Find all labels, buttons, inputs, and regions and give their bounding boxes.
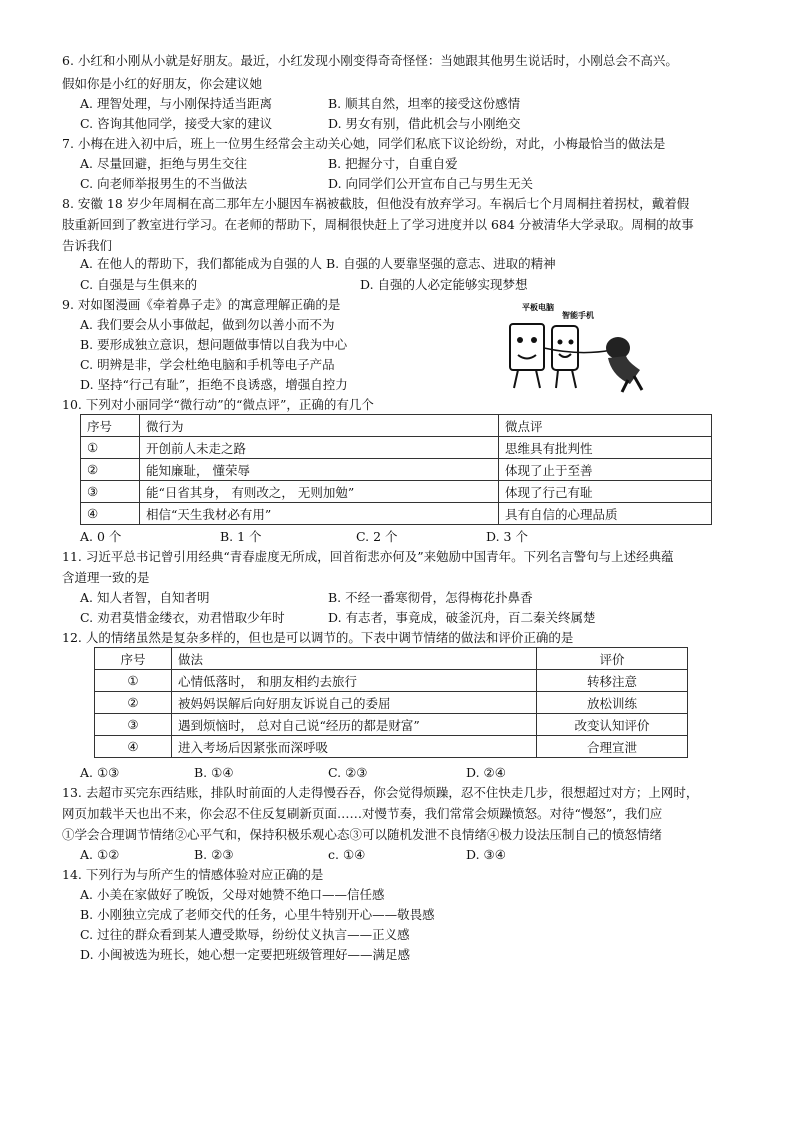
cartoon-label-tablet: 平板电脑 (522, 303, 554, 312)
table-cell: 转移注意 (537, 670, 688, 692)
table-row (81, 437, 712, 459)
q12-option-d: D. ②④ (466, 765, 506, 780)
q7-option-c: C. 向老师举报男生的不当做法 (80, 176, 248, 191)
q11-option-c: C. 劝君莫惜金缕衣，劝君惜取少年时 (80, 610, 285, 625)
table-cell: 合理宣泄 (537, 736, 688, 758)
table-cell: ② (81, 459, 140, 481)
table-cell: 被妈妈误解后向好朋友诉说自己的委屈 (172, 692, 537, 714)
q13-option-c: c. ①④ (328, 847, 366, 862)
q7-option-d: D. 向同学们公开宣布自己与男生无关 (328, 176, 534, 191)
table-header-cell: 序号 (81, 415, 140, 437)
q11-option-b: B. 不经一番寒彻骨，怎得梅花扑鼻香 (328, 590, 533, 605)
q9-option-d: D. 坚持“行己有耻”，拒绝不良诱惑，增强自控力 (80, 377, 348, 392)
table-cell: 具有自信的心理品质 (499, 503, 712, 525)
table-header-cell: 做法 (172, 648, 537, 670)
table-header-row (81, 415, 712, 437)
table-header-row (95, 648, 688, 670)
q10-option-d: D. 3 个 (486, 529, 528, 544)
q6-option-d: D. 男女有别，借此机会与小刚绝交 (328, 116, 521, 131)
table-cell: 体现了行己有耻 (499, 481, 712, 503)
table-header-cell: 微点评 (499, 415, 712, 437)
table-cell: ① (81, 437, 140, 459)
q13-option-a: A. ①② (80, 847, 120, 862)
table-header-cell: 序号 (95, 648, 172, 670)
q9-option-a: A. 我们要会从小事做起，做到勿以善小而不为 (80, 317, 335, 332)
q6-stem-line2: 假如你是小红的好朋友，你会建议她 (62, 76, 263, 91)
q7-stem-line1: 7. 小梅在进入初中后，班上一位男生经常会主动关心她，同学们私底下议论纷纷，对此，小梅最恰当的做法是 (62, 136, 666, 151)
table-cell: 遇到烦恼时， 总对自己说“经历的都是财富” (172, 714, 537, 736)
table-cell: 体现了止于至善 (499, 459, 712, 481)
q7-option-b: B. 把握分寸，自重自爱 (328, 156, 458, 171)
q8-stem-line2: 肢重新回到了教室进行学习。在老师的帮助下，周桐很快赶上了学习进度并以 684 分被清华大学录取。周桐的故事 (62, 217, 694, 232)
q6-stem-line1: 6. 小红和小刚从小就是好朋友。最近，小红发现小刚变得奇奇怪怪：当她跟其他男生说话时，小刚总会不高兴。 (62, 53, 678, 68)
q13-stem-line3: ①学会合理调节情绪②心平气和，保持积极乐观心态③可以随机发泄不良情绪④极力设法压制自己的愤怒情绪 (62, 827, 663, 842)
q7-option-a: A. 尽量回避，拒绝与男生交往 (80, 156, 247, 171)
q6-option-a: A. 理智处理，与小刚保持适当距离 (80, 96, 272, 111)
table-cell: 改变认知评价 (537, 714, 688, 736)
table-header-cell: 评价 (537, 648, 688, 670)
q9-option-c: C. 明辨是非，学会杜绝电脑和手机等电子产品 (80, 357, 335, 372)
q6-option-b: B. 顺其自然，坦率的接受这份感情 (328, 96, 521, 111)
table-cell: ① (95, 670, 172, 692)
q9-stem-line1: 9. 对如图漫画《牵着鼻子走》的寓意理解正确的是 (62, 297, 341, 312)
table-row (81, 459, 712, 481)
q14-stem-line1: 14. 下列行为与所产生的情感体验对应正确的是 (62, 867, 324, 882)
q12-option-b: B. ①④ (194, 765, 234, 780)
table-cell: 能知廉耻， 懂荣辱 (140, 459, 499, 481)
q8-option-d: D. 自强的人必定能够实现梦想 (360, 277, 528, 292)
q11-option-d: D. 有志者，事竟成，破釜沉舟，百二秦关终属楚 (328, 610, 596, 625)
q11-stem-line1: 11. 习近平总书记曾引用经典“青春虚度无所成，回首衔悲亦何及”来勉励中国青年。下列名言警句与上述经典蕴 (62, 549, 674, 564)
table-row (95, 714, 688, 736)
q8-options-ab: A. 在他人的帮助下，我们都能成为自强的人 B. 自强的人要靠坚强的意志、进取的精神 (80, 256, 556, 271)
q12-option-c: C. ②③ (328, 765, 368, 780)
table-cell: 思维具有批判性 (499, 437, 712, 459)
phone-character (552, 326, 578, 370)
q13-option-d: D. ③④ (466, 847, 506, 862)
q10-option-c: C. 2 个 (356, 529, 398, 544)
q13-stem-line1: 13. 去超市买完东西结账，排队时前面的人走得慢吞吞，你会觉得烦躁，忍不住快走几步，很想超过对方；上网时， (62, 785, 699, 800)
q10-table (80, 414, 712, 525)
table-row (81, 481, 712, 503)
q10-option-a: A. 0 个 (80, 529, 122, 544)
table-cell: ④ (81, 503, 140, 525)
q13-stem-line2: 网页加载半天也出不来，你会忍不住反复刷新页面……对慢节奏，我们常常会烦躁愤怒。对待“慢怒”，我们应 (62, 806, 663, 821)
table-cell: ④ (95, 736, 172, 758)
table-cell: ② (95, 692, 172, 714)
person-character (606, 337, 630, 359)
q12-option-a: A. ①③ (80, 765, 120, 780)
q10-option-b: B. 1 个 (220, 529, 262, 544)
q13-option-b: B. ②③ (194, 847, 234, 862)
q8-stem-line1: 8. 安徽 18 岁少年周桐在高二那年左小腿因车祸被截肢，但他没有放弃学习。车祸后七个月周桐拄着拐杖，戴着假 (62, 196, 690, 211)
q12-table (94, 647, 688, 758)
table-row (81, 503, 712, 525)
table-cell: 进入考场后因紧张而深呼吸 (172, 736, 537, 758)
q9-option-b: B. 要形成独立意识，想问题做事情以自我为中心 (80, 337, 348, 352)
q10-stem-line1: 10. 下列对小丽同学“微行动”的“微点评”，正确的有几个 (62, 397, 374, 412)
table-cell: 能“日省其身， 有则改之， 无则加勉” (140, 481, 499, 503)
q12-stem-line1: 12. 人的情绪虽然是复杂多样的，但也是可以调节的。下表中调节情绪的做法和评价正确的是 (62, 630, 574, 645)
table-cell: 放松训练 (537, 692, 688, 714)
q6-option-c: C. 咨询其他同学，接受大家的建议 (80, 116, 273, 131)
q11-option-a: A. 知人者智，自知者明 (80, 590, 210, 605)
table-cell: ③ (81, 481, 140, 503)
q11-stem-line2: 含道理一致的是 (62, 570, 150, 585)
q9-cartoon-image (500, 300, 650, 395)
tablet-character (510, 324, 544, 370)
table-row (95, 670, 688, 692)
table-cell: 相信“天生我材必有用” (140, 503, 499, 525)
q14-option-c: C. 过往的群众看到某人遭受欺辱，纷纷仗义执言——正义感 (80, 927, 410, 942)
q8-stem-line3: 告诉我们 (62, 238, 113, 253)
table-cell: ③ (95, 714, 172, 736)
table-header-cell: 微行为 (140, 415, 499, 437)
q14-option-d: D. 小闽被选为班长，她心想一定要把班级管理好——满足感 (80, 947, 411, 962)
q14-option-b: B. 小刚独立完成了老师交代的任务，心里牛特别开心——敬畏感 (80, 907, 435, 922)
table-row (95, 736, 688, 758)
q14-option-a: A. 小美在家做好了晚饭，父母对她赞不绝口——信任感 (80, 887, 385, 902)
q8-option-c: C. 自强是与生俱来的 (80, 277, 198, 292)
cartoon-label-phone: 智能手机 (562, 311, 594, 320)
table-row (95, 692, 688, 714)
table-cell: 心情低落时， 和朋友相约去旅行 (172, 670, 537, 692)
table-cell: 开创前人未走之路 (140, 437, 499, 459)
